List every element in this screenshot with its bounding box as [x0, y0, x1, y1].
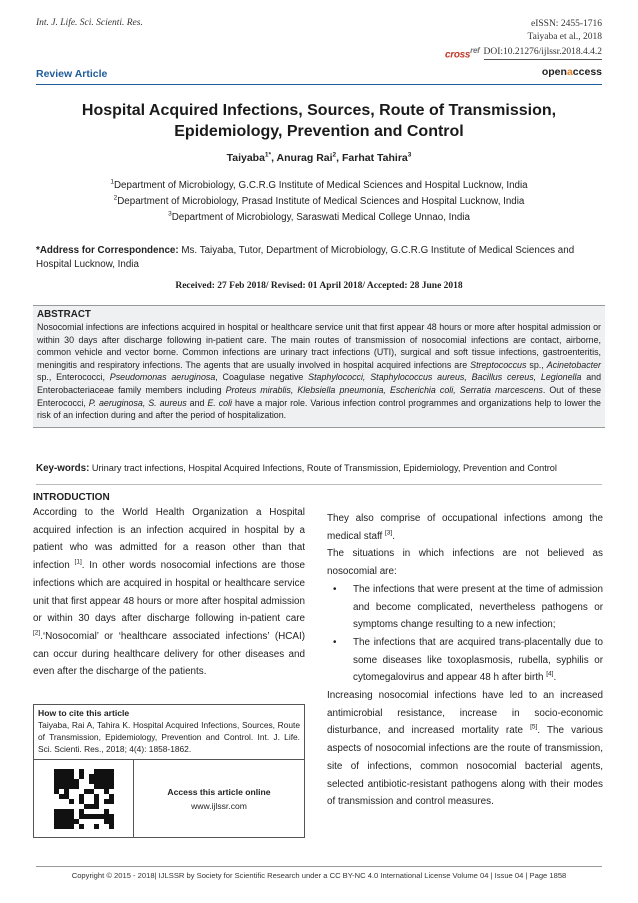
crossref-logo-icon: [445, 44, 480, 61]
list-item: [327, 581, 603, 634]
affil-sup: 2: [113, 194, 118, 202]
body-paragraph: [327, 510, 603, 545]
abstract-run: and Enterobacteriaceae family members including: [37, 372, 602, 395]
body-paragraph: The situations in which infections are not believed as nosocomial are:: [327, 548, 603, 578]
text-run: . In other words nosocomial infections are those infections which are acquired in hospital or healthcare service unit that first appear 48 hours or more after hospital admission or within 30 days after discharge following in-patient care: [33, 560, 305, 625]
list-item-text: The infections that are acquired trans-placentally due to some diseases like toxoplasmosis, rubella, syphilis or cytomegalovirus and appear 48 h after birth: [353, 636, 603, 684]
abstract-run: have a major role. Various infection control programmes and organizations help to lower the risk of an infection during and after the period of hospitalization.: [37, 397, 601, 421]
right-column: [327, 510, 603, 811]
affil-sup: 1: [110, 178, 114, 186]
text-run: .‘Nosocomial’ or ‘healthcare associated infections’ (HCAI) can occur during healthcare delivery for other diseases and even after the discharge of the patients.: [33, 630, 305, 678]
citation-ref[interactable]: [3]: [385, 529, 393, 537]
abstract-italic: Proteus mirablis, Klebsiella pneumonia, Escherichia coli, Serratia marcescens: [225, 384, 543, 395]
crossref-sup: ref: [470, 46, 480, 55]
abstract-text: [37, 321, 601, 422]
citation-ref[interactable]: [4]: [546, 671, 554, 679]
affiliation: [36, 194, 602, 210]
text-run: According to the World Health Organization a Hospital acquired infection is an infection acquired in hospital by a patient who was admitted for a reason other than that infection: [33, 507, 305, 572]
oa-prefix: open: [541, 66, 567, 78]
access-section: [34, 760, 304, 837]
cite-section: [34, 705, 304, 760]
keywords-text: Urinary tract infections, Hospital Acquired Infections, Route of Transmission, Epidemiology, Prevention and Control: [89, 463, 557, 473]
keywords-label: Key-words:: [36, 463, 90, 474]
author-sup: 3: [407, 151, 412, 159]
citation-ref[interactable]: [5]: [530, 724, 538, 732]
qr-code-icon[interactable]: [54, 769, 114, 829]
journal-name: Int. J. Life. Sci. Scienti. Res.: [36, 18, 143, 28]
eissn: eISSN: 2455-1716: [531, 19, 602, 29]
author-name: Farhat Tahira: [342, 152, 408, 164]
bullet-icon: •: [333, 583, 337, 595]
bullet-icon: •: [333, 636, 337, 648]
text-run: .: [392, 530, 395, 542]
author-year: Taiyaba et al., 2018: [527, 32, 602, 42]
intro-paragraph: [33, 504, 305, 681]
correspondence: [36, 244, 602, 272]
crossref-label: cross: [444, 49, 471, 61]
affil-text: Department of Microbiology, G.C.R.G Institute of Medical Sciences and Hospital Lucknow, India: [113, 180, 528, 191]
abstract-italic: Pseudomonas aeruginosa: [109, 372, 216, 383]
correspondence-label: *Address for Correspondence:: [36, 245, 179, 256]
abstract-run: and: [186, 397, 208, 408]
article-dates: Received: 27 Feb 2018/ Revised: 01 April 2018/ Accepted: 28 June 2018: [175, 281, 463, 291]
abstract-italic: Staphylococci, Staphylococcus aureus, Bacillus cereus, Legionella: [308, 372, 582, 383]
qr-module: [109, 824, 114, 829]
abstract-italic: Acinetobacter: [546, 359, 601, 370]
article-type: Review Article: [36, 68, 108, 80]
citation-ref[interactable]: [1]: [74, 558, 82, 566]
abstract-run: . Out of these Enterococci,: [37, 384, 602, 408]
oa-accent: a: [566, 66, 573, 78]
article-title: [40, 100, 598, 142]
abstract-italic: E. coli: [207, 397, 233, 408]
text-run: . The various aspects of nosocomial infections are the route of transmission, site of infections, common nosocomial bacterial agents, selected antibiotic-resistant pathogens along with their modes of transmission and control measures.: [327, 725, 603, 808]
list-item-text: The infections that were present at the time of admission and become complicated, nevertheless pathogens or symptoms change resulting to a new infection;: [353, 583, 603, 631]
abstract-run: Nosocomial infections are infections acquired in hospital or healthcare service unit that first appear 48 hours or more after hospital admission or within 30 days after discharge following in-patient care. The main routes of transmission of nosocomial infections are contact, airborne, common vehicle and vector borne. Common infections are urinary tract infections (UTI), surgical and soft tissue infections, gastroenteritis, meningitis and respiratory infections. The agents that are usually involved in hospital acquired infections are: [37, 322, 601, 370]
list-item-text: .: [553, 672, 557, 684]
open-access-logo-icon: [542, 66, 602, 78]
qr-cell: [34, 760, 134, 837]
cite-text: Taiyaba, Rai A, Tahira K. Hospital Acquired Infections, Sources, Route of Transmission, Epidemiology, Prevention and Control. Int. J. Life. Sci. Scienti. Res., 2018; 4(4): 1858-1862.: [38, 720, 300, 754]
doi-row: [445, 44, 602, 61]
author-sup: 2: [332, 151, 337, 159]
body-paragraph: [327, 687, 603, 811]
abstract-run: sp., Enterococci,: [37, 372, 110, 383]
author-sup: 1*: [264, 151, 272, 159]
affiliation: [36, 210, 602, 226]
abstract-heading: ABSTRACT: [37, 309, 91, 320]
header-divider: [36, 84, 602, 85]
bullet-list: [327, 581, 603, 687]
section-heading-introduction: INTRODUCTION: [33, 492, 110, 503]
title-line-1: Hospital Acquired Infections, Sources, Route of Transmission,: [81, 102, 557, 119]
affil-text: Department of Microbiology, Prasad Institute of Medical Sciences and Hospital Lucknow, India: [117, 196, 525, 207]
citation-ref[interactable]: [2]: [33, 629, 41, 637]
left-column: [33, 492, 305, 681]
abstract-run: , Coagulase negative: [215, 372, 309, 383]
affil-sup: 3: [168, 210, 172, 218]
text-run: They also comprise of occupational infections among the medical staff: [327, 513, 603, 542]
page-footer: Copyright © 2015 - 2018| IJLSSR by Society for Scientific Research under a CC BY-NC 4.0 International License Volume 04 | Issue 04 | Page 1858: [36, 866, 602, 880]
access-info: [134, 760, 304, 837]
cite-heading: How to cite this article: [38, 708, 130, 718]
author-name: Anurag Rai: [276, 152, 333, 164]
affiliations: [36, 178, 602, 226]
abstract-italic: Streptococcus: [470, 359, 527, 370]
abstract-run: sp.,: [526, 359, 547, 370]
text-run: Increasing nosocomial infections have led to an increased antimicrobial resistance, increase in socio-economic disturbance, and increased mortality rate: [327, 690, 603, 737]
journal-url-link[interactable]: www.ijlssr.com: [191, 800, 247, 811]
keywords: [36, 463, 602, 474]
list-item: [327, 634, 603, 687]
abstract-italic: P. aeruginosa, S. aureus: [88, 397, 187, 408]
access-label: Access this article online: [167, 786, 271, 797]
keywords-divider: [36, 484, 602, 485]
doi-link[interactable]: DOI:10.21276/ijlssr.2018.4.4.2: [484, 46, 603, 60]
cite-box: [33, 704, 305, 838]
affiliation: [36, 178, 602, 194]
title-line-2: Epidemiology, Prevention and Control: [174, 123, 464, 140]
author-list: Taiyaba$^{1*}$, Anurag Rai$^2$, Farhat Tahira$^3$: [226, 151, 412, 164]
oa-suffix: ccess: [572, 66, 602, 78]
header-meta: [445, 18, 602, 61]
correspondence-text: Ms. Taiyaba, Tutor, Department of Microbiology, G.C.R.G Institute of Medical Sciences and Hospital Lucknow, India: [36, 245, 575, 270]
affil-text: Department of Microbiology, Saraswati Medical College Unnao, India: [171, 212, 470, 223]
abstract-box: [33, 305, 605, 428]
author-name: Taiyaba: [226, 152, 265, 164]
